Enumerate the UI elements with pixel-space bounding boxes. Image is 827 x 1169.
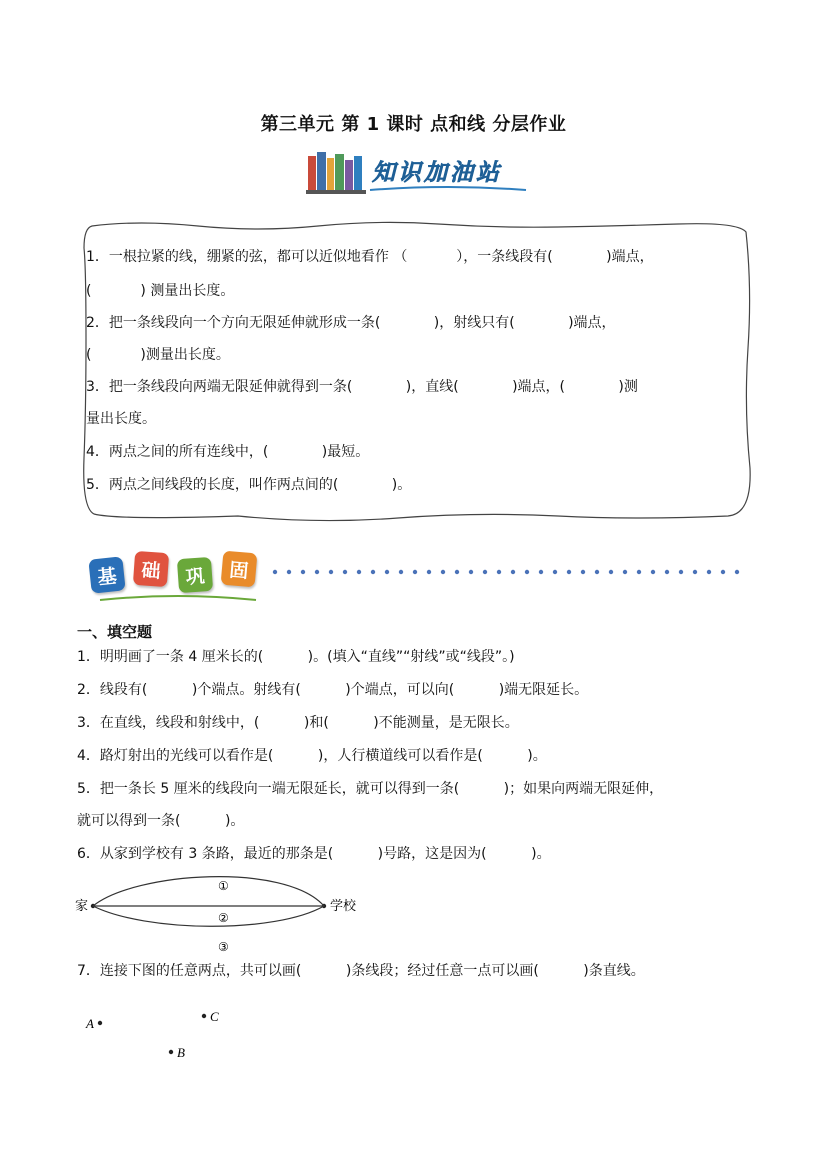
school-label: 学校	[330, 898, 357, 913]
knowledge-banner	[306, 148, 531, 198]
question-5-cont: 就可以得到一条( )。	[77, 813, 245, 829]
point-label: B	[177, 1045, 185, 1060]
question-6: 6．从家到学校有 3 条路，最近的那条是( )号路，这是因为( )。	[77, 846, 551, 862]
roads-figure	[75, 868, 375, 958]
question-1: 1．明明画了一条 4 厘米长的( )。(填入“直线”“射线”或“线段”。)	[77, 649, 515, 665]
question-4: 4．路灯射出的光线可以看作是( )，人行横道线可以看作是( )。	[77, 748, 547, 764]
route-label: ③	[218, 940, 229, 954]
home-label: 家	[75, 898, 89, 913]
banner-underline	[368, 184, 528, 196]
route-label: ②	[218, 911, 229, 925]
knowledge-line: 1．一根拉紧的线，绷紧的弦，都可以近似地看作 （ ），一条线段有( )端点，	[86, 249, 654, 265]
banner-title: 知识加油站	[372, 160, 502, 186]
question-2: 2．线段有( )个端点。射线有( )个端点，可以向( )端无限延长。	[77, 682, 589, 698]
section-title: 一、填空题	[77, 623, 153, 641]
knowledge-line: 量出长度。	[86, 411, 156, 427]
knowledge-line: ( ) 测量出长度。	[86, 283, 235, 299]
page-title: 第三单元 第 1 课时 点和线 分层作业	[260, 114, 567, 135]
route-label: ①	[218, 879, 229, 893]
question-3: 3．在直线，线段和射线中，( )和( )不能测量，是无限长。	[77, 715, 519, 731]
knowledge-line: ( )测量出长度。	[86, 347, 230, 363]
knowledge-line: 5．两点之间线段的长度，叫作两点间的( )。	[86, 477, 412, 493]
question-5: 5．把一条长 5 厘米的线段向一端无限延长，就可以得到一条( )；如果向两端无限延伸，	[77, 781, 664, 797]
point-label: C	[210, 1009, 219, 1024]
points-figure	[80, 1000, 280, 1070]
books-icon	[306, 148, 366, 198]
point-label: A	[86, 1016, 94, 1031]
banner-swoosh	[98, 594, 258, 604]
banner-tile: 巩	[177, 557, 213, 593]
question-7: 7．连接下图的任意两点，共可以画( )条线段；经过任意一点可以画( )条直线。	[77, 963, 645, 979]
dotted-divider	[272, 568, 742, 576]
banner-tile: 固	[221, 551, 258, 588]
knowledge-line: 4．两点之间的所有连线中，( )最短。	[86, 444, 370, 460]
knowledge-line: 3．把一条线段向两端无限延伸就得到一条( )，直线( )端点，( )测	[86, 379, 638, 395]
banner-tile: 础	[133, 551, 169, 587]
basic-banner	[88, 548, 268, 604]
knowledge-line: 2．把一条线段向一个方向无限延伸就形成一条( )，射线只有( )端点，	[86, 315, 616, 331]
banner-tile: 基	[88, 556, 125, 593]
